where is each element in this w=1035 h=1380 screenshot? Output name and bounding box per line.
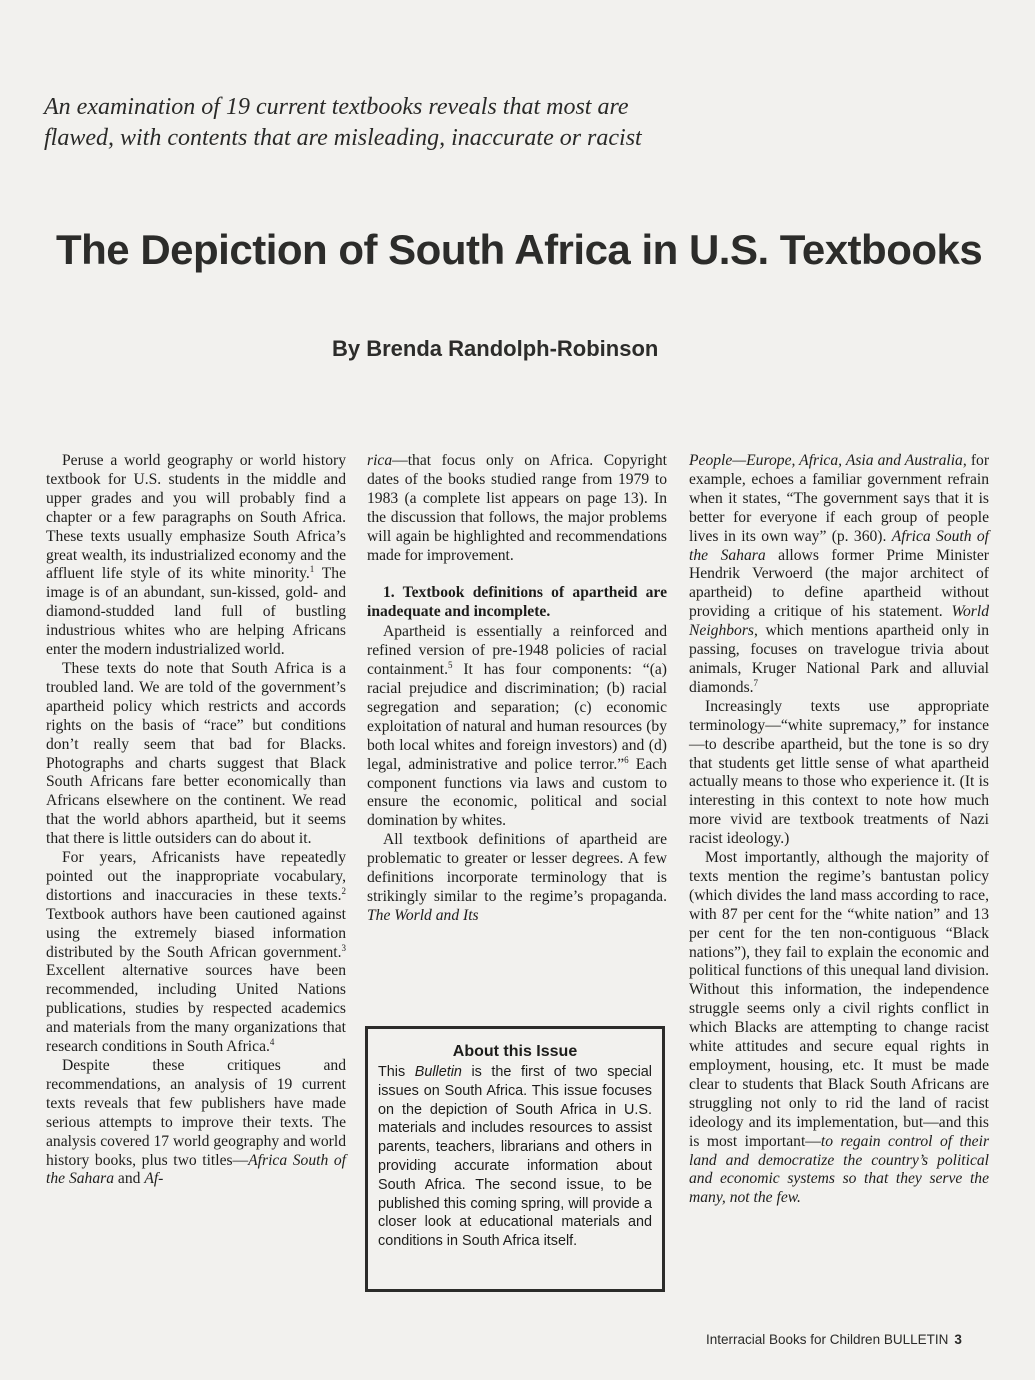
- book-title: Africa South of the Sahara: [46, 1151, 346, 1188]
- article-headline: The Depiction of South Africa in U.S. Textbooks: [56, 226, 983, 273]
- book-title: Af-: [144, 1170, 164, 1188]
- page-footer: [706, 1332, 996, 1347]
- paragraph: Peruse a world geography or world history textbook for U.S. students in the middle and upper grades and you will probably find a chapter or a few paragraphs on South Africa. These texts usually emphasize South Africa’s great wealth, its industrialized economy and the affluent life style of its white minority.$^1$ The image is of an abundant, sun-kissed, gold- and diamond-studded land full of bustling industrious whites who are helping Africans enter the modern industrialized world.: [46, 452, 346, 659]
- emphasis: to regain control of their land and democratize the country’s political and economic systems so that they serve the many, not the few.: [689, 1132, 990, 1207]
- about-this-issue-box: [365, 1026, 665, 1292]
- paragraph: All textbook definitions of apartheid are problematic to greater or lesser degrees. A few definitions incorporate terminology that is strikingly similar to the regime’s propaganda. The World and Its: [367, 831, 667, 924]
- book-title: World Neighbors: [689, 603, 989, 640]
- footnote-ref: 2: [341, 885, 346, 896]
- book-title: Africa South of the Sahara: [689, 527, 989, 564]
- paragraph: Apartheid is essentially a reinforced and refined version of pre-1948 policies of racial containment.$^5$ It has four components: “(a) racial prejudice and discrimination; (b) racial segregation and separation; (c) economic exploitation of natural and human resources (by both local whites and foreign investors) and (d) legal, administrative and police terror.”$^6$ Each component functions via laws and custom to ensure the economic, political and social domination by whites.: [367, 623, 667, 830]
- deck-line-2: flawed, with contents that are misleading, inaccurate or racist: [44, 125, 642, 151]
- publication-name: Interracial Books for Children BULLETIN: [706, 1332, 949, 1347]
- book-title: People—Europe, Africa, Asia and Australia: [689, 452, 963, 469]
- paragraph: Increasingly texts use appropriate terminology—“white supremacy,” for instance—to describe apartheid, but the tone is so dry that students get little sense of what apartheid actually means to those who experience it. (It is interesting in this context to note how much more vivid are textbook treatments of Nazi racist ideology.): [689, 697, 989, 848]
- box-body: This Bulletin is the first of two special issues on South Africa. This issue focuses on the depiction of South Africa in U.S. materials and includes resources to assist parents, teachers, librarians and others in providing accurate information about South Africa. The second issue, to be published this coming spring, will provide a closer look at educational materials and conditions in South Africa itself.: [378, 1064, 652, 1250]
- paragraph: For years, Africanists have repeatedly pointed out the inappropriate vocabulary, distortions and inaccuracies in these texts.$^2$ Textbook authors have been cautioned against using the extremely biased information distributed by the South African government.$^3$ Excellent alternative sources have been recommended, including United Nations publications, studies by respected academics and materials from the many organizations that research conditions in South Africa.$^4$: [46, 849, 346, 1056]
- paragraph: rica—that focus only on Africa. Copyright dates of the books studied range from 1979 to 1983 (a complete list appears on page 13). In the discussion that follows, the major problems will again be highlighted and recommendations made for improvement.: [367, 452, 667, 564]
- book-title: rica: [367, 452, 393, 469]
- paragraph: These texts do note that South Africa is a troubled land. We are told of the government’s apartheid policy which restricts and accords rights on the basis of “race” but conditions don’t really seem that bad for Blacks. Photographs and charts suggest that Black South Africans fare better economically than Africans elsewhere on the continent. We read that the world abhors apartheid, but it seems that there is little outsiders can do about it.: [46, 659, 346, 848]
- paragraph: Despite these critiques and recommendations, an analysis of 19 current texts reveals that few publishers have made serious attempts to improve their texts. The analysis covered 17 world geography and world history books, plus two titles—Africa South of the Sahara and Af-: [46, 1057, 346, 1188]
- footnote-ref: 5: [447, 660, 453, 671]
- paragraph: Most importantly, although the majority of texts mention the regime’s bantustan policy (which divides the land mass according to race, with 87 per cent for the “white nation” and 13 per cent for the ten non-contiguous “Black nations”), they fail to explain the economic and political functions of this unequal land division. Without this information, the independence struggle seems only a civil rights conflict in which Blacks are attempting to change racist white attitudes and secure equal rights in employment, housing, etc. It must be made clear to students that Black South Africans are struggling not only to rid the land of racist ideology and its implementation, but—and this is most important—to regain control of their land and democratize the country’s political and economic systems so that they serve the many, not the few.: [689, 849, 990, 1207]
- article-column-2: [367, 452, 667, 926]
- paragraph: People—Europe, Africa, Asia and Australia, for example, echoes a familiar government refrain when it states, “The government says that it is better for everyone if each group of people lives in its own way” (p. 360). Africa South of the Sahara allows former Prime Minister Hendrik Verwoerd (the major architect of apartheid) to define apartheid without providing a critique of his statement. World Neighbors, which mentions apartheid only in passing, focuses on travelogue trivia about animals, Kruger National Park and alluvial diamonds.$^7$: [689, 452, 990, 696]
- footnote-ref: 4: [269, 1037, 275, 1048]
- deck-line-1: An examination of 19 current textbooks reveals that most are: [44, 94, 629, 120]
- article-column-3: [689, 452, 989, 1208]
- article-byline: By Brenda Randolph-Robinson: [332, 336, 659, 361]
- section-heading: 1. Textbook definitions of apartheid are inadequate and incomplete.: [367, 584, 667, 621]
- article-deck: [44, 92, 744, 154]
- page-number: 3: [954, 1332, 962, 1347]
- footnote-ref: 6: [624, 754, 629, 765]
- book-title: The World and Its: [367, 906, 479, 924]
- footnote-ref: 7: [753, 677, 759, 688]
- footnote-ref: 1: [309, 564, 315, 575]
- footnote-ref: 3: [341, 942, 346, 953]
- box-title: About this Issue: [452, 1043, 578, 1060]
- article-column-1: [46, 452, 346, 1189]
